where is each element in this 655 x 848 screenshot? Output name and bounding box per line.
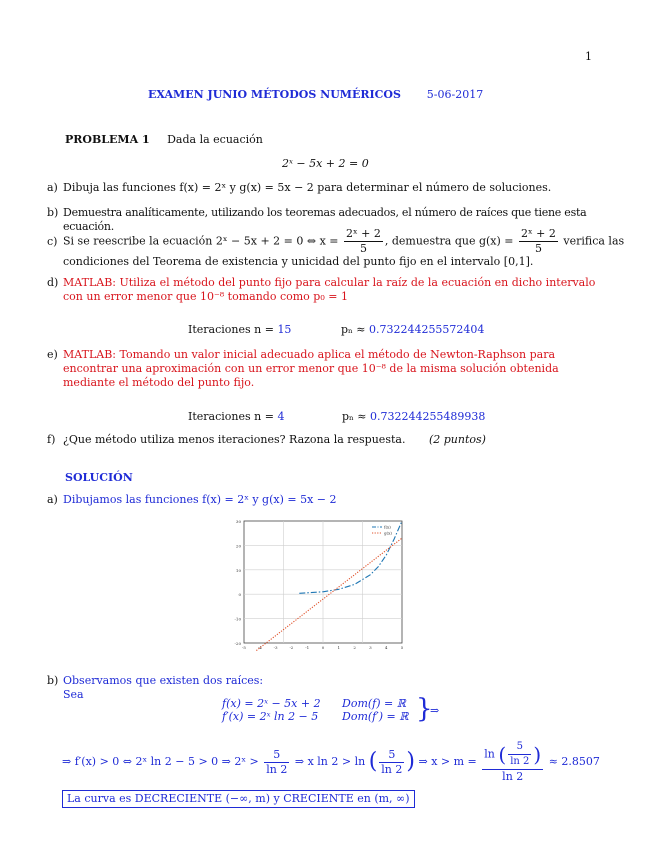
- question-a-label: a): [47, 181, 58, 194]
- question-f-text: ¿Que método utiliza menos iteraciones? Razona la respuesta.: [63, 433, 406, 446]
- y-tick-label: -20: [234, 641, 241, 646]
- x-tick-label: -2: [289, 645, 294, 650]
- y-tick-label: 10: [235, 567, 241, 573]
- question-c-text-1: Si se reescribe la ecuación 2ˣ − 5x + 2 = 0 ⇔ x =: [63, 234, 339, 248]
- question-c-fraction-g: $\frac{\text{2ˣ + 2}}{5}$: [521, 227, 556, 255]
- question-c-label: c): [47, 235, 58, 248]
- chain-fraction-ln-arg: $\frac{5}{\ln 2}$: [381, 747, 403, 776]
- solution-b-label: b): [47, 674, 59, 687]
- e-iterations-label: Iteraciones n =: [188, 410, 274, 423]
- conclusion-box: La curva es DECRECIENTE (−∞, m) y CRECIENTE en (m, ∞): [62, 790, 415, 808]
- solution-heading: SOLUCIÓN: [65, 471, 133, 484]
- question-b-text: Demuestra analíticamente, utilizando los teoremas adecuados, el número de raíces que tiene esta ecuación.: [63, 206, 587, 233]
- x-tick-label: -3: [273, 645, 278, 650]
- fprime-definition: f′(x) = 2ˣ ln 2 − 5: [222, 710, 319, 723]
- x-tick-label: 2: [353, 645, 356, 650]
- f-domain: Dom(f) = ℝ: [342, 697, 406, 710]
- chain-part-2: ⇒ x ln 2 > ln: [294, 755, 366, 768]
- chain-fraction-5-ln2: $\frac{5}{\ln 2}$: [266, 747, 288, 776]
- question-c: [47, 227, 625, 268]
- legend-label: f(x): [384, 524, 391, 530]
- question-b-label: b): [47, 206, 59, 219]
- question-a-text: Dibuja las funciones f(x) = 2ˣ y g(x) = 5x − 2 para determinar el número de soluciones.: [63, 181, 552, 194]
- chain-part-3: ⇒ x > m =: [418, 755, 477, 768]
- y-tick-label: 20: [235, 543, 241, 549]
- y-tick-label: -10: [234, 616, 241, 622]
- question-e-label: e): [47, 348, 58, 361]
- page-number: 1: [585, 50, 592, 63]
- solution-b-intro: Observamos que existen dos raíces:: [63, 674, 264, 687]
- x-tick-label: 5: [400, 645, 404, 650]
- question-f-points: (2 puntos): [428, 433, 486, 446]
- question-c-text-2: , demuestra que g(x) =: [384, 234, 514, 248]
- derivative-chain: ⇒ f′(x) > 0 ⇔ 2ˣ ln 2 − 5 > 0 ⇒ 2ˣ > $\frac{5}{\ln 2}$ ⇒ x ln 2 > ln ( $\frac{5}{\ln 2}$ ) ⇒ x > m = ln ( $\frac{5}{\ln 2}$ ) ln 2 ≈ 2.8507: [62, 741, 600, 783]
- x-tick-label: -1: [305, 645, 310, 650]
- implies-arrow: ⇒: [430, 704, 440, 717]
- exam-title-text: EXAMEN JUNIO MÉTODOS NUMÉRICOS: [148, 88, 401, 101]
- y-tick-label: 0: [238, 592, 241, 598]
- legend-label: g(x): [384, 530, 392, 536]
- m-fraction: ln ( $\frac{5}{\ln 2}$ ) ln 2: [484, 741, 542, 783]
- question-c-text-line2: condiciones del Teorema de existencia y unicidad del punto fijo en el intervalo [0,1].: [63, 255, 534, 268]
- d-iterations-label: Iteraciones n =: [188, 323, 274, 336]
- x-tick-label: 4: [384, 645, 388, 650]
- problem-heading: [65, 133, 263, 147]
- solution-b-sea: Sea: [63, 688, 84, 701]
- exam-date: 5-06-2017: [426, 88, 484, 101]
- x-tick-label: 1: [337, 645, 341, 650]
- x-tick-label: 0: [321, 645, 325, 650]
- x-tick-label: -4: [257, 645, 262, 650]
- derivative-system: [222, 694, 442, 727]
- question-f-label: f): [47, 433, 56, 446]
- exam-title: [148, 88, 483, 102]
- question-c-fraction-x: $\frac{\text{2ˣ + 2}}{5}$: [346, 227, 381, 255]
- d-p-value: 0.732244255572404: [368, 323, 485, 336]
- question-e-result: [188, 410, 485, 424]
- question-c-text-3: verifica las: [563, 234, 625, 248]
- problem-number: PROBLEMA 1: [65, 133, 150, 146]
- e-p-label: pₙ ≈: [341, 410, 367, 423]
- functions-chart: [228, 515, 408, 651]
- f-definition: f(x) = 2ˣ − 5x + 2: [222, 697, 321, 710]
- chain-part-1: ⇒ f′(x) > 0 ⇔ 2ˣ ln 2 − 5 > 0 ⇒ 2ˣ >: [62, 755, 259, 768]
- question-d-label: d): [47, 276, 59, 289]
- problem-intro: Dada la ecuación: [167, 133, 263, 146]
- e-iterations-value: 4: [277, 410, 285, 423]
- x-tick-label: 3: [369, 645, 372, 650]
- solution-a-label: a): [47, 493, 58, 506]
- x-tick-label: -5: [242, 645, 246, 650]
- fprime-domain: Dom(f′) = ℝ: [342, 710, 409, 723]
- m-value: ≈ 2.8507: [548, 755, 600, 768]
- problem-equation: 2ˣ − 5x + 2 = 0: [282, 157, 369, 170]
- d-iterations-value: 15: [277, 323, 292, 336]
- e-p-value: 0.732244255489938: [369, 410, 486, 423]
- d-p-label: pₙ ≈: [340, 323, 366, 336]
- question-e-text: MATLAB: Tomando un valor inicial adecuado aplica el método de Newton-Raphson para encontrar una aproximación con un error menor que 10⁻⁸ de la misma solución obtenida mediante el método del punto fijo.: [63, 348, 559, 389]
- y-tick-label: 30: [235, 519, 241, 524]
- question-d-result: [188, 323, 484, 337]
- brace: }: [416, 694, 433, 724]
- solution-a-text: Dibujamos las funciones f(x) = 2ˣ y g(x) = 5x − 2: [63, 493, 337, 506]
- question-d-text: MATLAB: Utiliza el método del punto fijo para calcular la raíz de la ecuación en dicho intervalo con un error menor que 10⁻⁸ tomando como p₀ = 1: [63, 276, 596, 303]
